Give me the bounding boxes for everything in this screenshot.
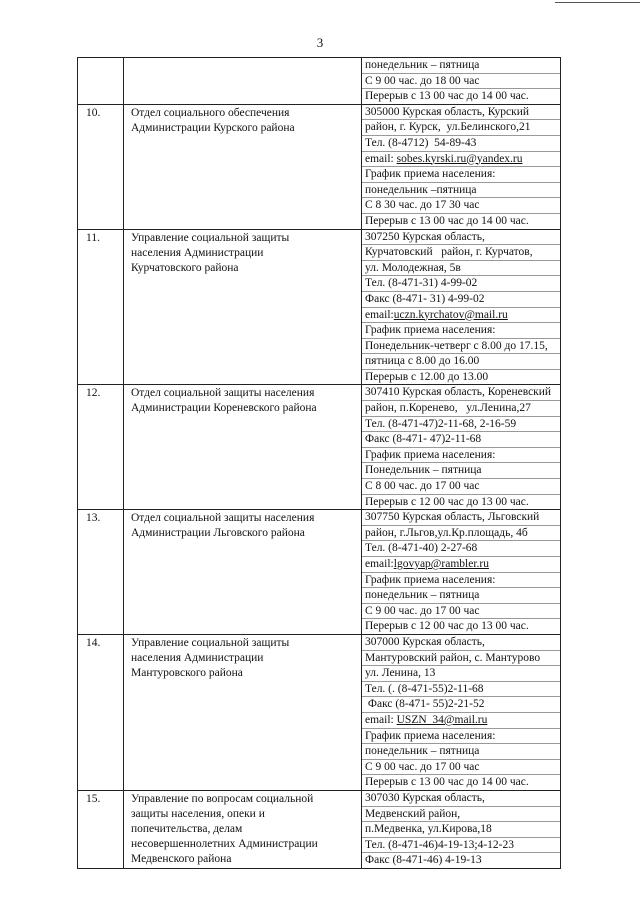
contact-info-line: Перерыв с 13 00 час до 14 00 час. — [365, 776, 529, 789]
contact-info-line: Понедельник-четверг с 8.00 до 17.15, — [362, 339, 560, 355]
contact-info-line: График приема населения: — [362, 323, 560, 339]
organization-name-line: населения Администрации — [131, 246, 264, 259]
contact-info-line: район, г.Льгов,ул.Кр.площадь, 4б — [362, 526, 560, 542]
contact-info-line: С 8 00 час. до 17 00 час — [362, 479, 560, 495]
email-label: email: — [365, 713, 397, 726]
organization-cell — [124, 385, 362, 510]
contact-info-line: Тел. (. (8-471-55)2-11-68 — [362, 682, 560, 698]
organization-name — [124, 510, 361, 541]
row-number: 13. — [86, 512, 101, 525]
organization-name-line: Управление по вопросам социальной — [131, 792, 314, 805]
email-link[interactable]: sobes.kyrski.ru@yandex.ru — [396, 152, 523, 165]
row-number: 14. — [86, 636, 101, 649]
table-row — [78, 229, 561, 385]
contact-info-line: ул. Ленина, 13 — [362, 666, 560, 682]
row-number-cell — [78, 510, 124, 635]
row-number: 12. — [86, 387, 101, 400]
organization-name — [124, 635, 361, 681]
contact-email-line — [362, 152, 560, 168]
contact-info-line: График приема населения: — [362, 729, 560, 745]
contact-info-line: 307000 Курская область, — [362, 635, 560, 651]
organization-cell — [124, 510, 362, 635]
contact-info-line: С 9 00 час. до 17 00 час — [362, 604, 560, 620]
contact-info-line: Тел. (8-471-46)4-19-13;4-12-23 — [362, 838, 560, 854]
row-number-cell — [78, 229, 124, 385]
contact-info-line: Перерыв с 13 00 час до 14 00 час. — [365, 90, 529, 103]
organization-name-line: Мантуровского района — [131, 666, 243, 679]
contact-info-cell — [362, 790, 561, 868]
contact-info-line: район, п.Коренево, ул.Ленина,27 — [362, 401, 560, 417]
organization-name — [124, 385, 361, 416]
organization-name-line: попечительства, делам — [131, 822, 243, 835]
contact-info-line: Мантуровский район, с. Мантурово — [362, 651, 560, 667]
email-link[interactable]: uczn.kyrchatov@mail.ru — [393, 308, 508, 321]
contact-info-line: понедельник – пятница — [362, 744, 560, 760]
email-link[interactable]: lgovyap@rambler.ru — [393, 558, 489, 570]
email-label: email: — [365, 308, 394, 321]
row-number-cell — [78, 385, 124, 510]
row-number-cell — [78, 104, 124, 229]
contact-info-line: 307750 Курская область, Льговский — [362, 510, 560, 526]
contact-email-line — [362, 557, 560, 573]
contact-info-line: Понедельник – пятница — [362, 463, 560, 479]
contact-info-line: понедельник – пятница — [362, 58, 560, 74]
contact-info-line: С 8 30 час. до 17 30 час — [362, 198, 560, 214]
table-row — [78, 790, 561, 868]
email-label: email: — [365, 152, 397, 165]
contact-info-line: С 9 00 час. до 18 00 час — [362, 74, 560, 90]
row-number: 15. — [86, 792, 101, 805]
contact-info-line: График приема населения: — [362, 573, 560, 589]
organization-name-line: Отдел социальной защиты населения — [131, 512, 315, 525]
top-rule — [555, 2, 640, 3]
contacts-table — [77, 57, 561, 869]
contact-info-line: Перерыв с 12 00 час до 13 00 час. — [365, 495, 529, 508]
contact-info-line: 307030 Курская область, — [362, 791, 560, 807]
contact-info-line: График приема населения: — [362, 448, 560, 464]
contact-info-line: 307250 Курская область, — [362, 230, 560, 246]
organization-cell — [124, 634, 362, 790]
organization-name-line: Отдел социального обеспечения — [131, 106, 290, 119]
table-row — [78, 634, 561, 790]
email-label: email: — [365, 558, 394, 570]
organization-name — [124, 58, 361, 59]
contact-info-cell — [362, 104, 561, 229]
contact-info-line: п.Медвенка, ул.Кирова,18 — [362, 822, 560, 838]
row-number-cell — [78, 634, 124, 790]
table-row — [78, 385, 561, 510]
contact-info-line: Курчатовский район, г. Курчатов, — [362, 245, 560, 261]
contact-info-line: понедельник – пятница — [362, 588, 560, 604]
contact-info-line: Перерыв с 13 00 час до 14 00 час. — [365, 214, 529, 227]
contact-email-line — [362, 713, 560, 729]
table-row — [78, 58, 561, 105]
contact-info-cell — [362, 634, 561, 790]
contact-info-line: Тел. (8-471-31) 4-99-02 — [362, 276, 560, 292]
contact-info-cell — [362, 58, 561, 105]
organization-name-line: Управление социальной защиты — [131, 636, 290, 649]
contact-info-line: ул. Молодежная, 5в — [362, 261, 560, 277]
row-number-cell — [78, 58, 124, 105]
organization-name — [124, 791, 361, 867]
organization-cell — [124, 229, 362, 385]
contact-info-line: понедельник –пятница — [362, 183, 560, 199]
contact-info-line: Тел. (8-4712) 54-89-43 — [362, 136, 560, 152]
contact-info-line: Тел. (8-471-40) 2-27-68 — [362, 541, 560, 557]
contact-info-line: Перерыв с 12.00 до 13.00 — [365, 370, 489, 383]
contact-info-line: 305000 Курская область, Курский — [362, 105, 560, 121]
page-number: 3 — [316, 35, 324, 50]
contact-info-cell — [362, 229, 561, 385]
organization-name-line: защиты населения, опеки и — [131, 807, 265, 820]
organization-name-line: Администрации Курского района — [131, 121, 295, 134]
row-number: 11. — [86, 231, 100, 244]
row-number — [78, 58, 123, 59]
organization-name — [124, 105, 361, 136]
contact-info-line: район, г. Курск, ул.Белинского,21 — [362, 120, 560, 136]
contact-info-line: Факс (8-471- 31) 4-99-02 — [362, 292, 560, 308]
email-link[interactable]: USZN_34@mail.ru — [396, 713, 488, 726]
organization-cell — [124, 104, 362, 229]
organization-name-line: Администрации Кореневского района — [131, 402, 317, 415]
table-row — [78, 104, 561, 229]
contact-info-line: Тел. (8-471-47)2-11-68, 2-16-59 — [362, 417, 560, 433]
contact-info-line: График приема населения: — [362, 167, 560, 183]
table-body — [78, 58, 561, 869]
contact-info-cell — [362, 510, 561, 635]
contact-info-line: Факс (8-471- 55)2-21-52 — [362, 697, 560, 713]
organization-name-line: населения Администрации — [131, 651, 264, 664]
contact-info-line: Факс (8-471-46) 4-19-13 — [365, 854, 482, 867]
organization-name — [124, 230, 361, 276]
contact-info-line: пятница с 8.00 до 16.00 — [362, 354, 560, 370]
contact-info-line: Факс (8-471- 47)2-11-68 — [362, 432, 560, 448]
contact-info-line: С 9 00 час. до 17 00 час — [362, 760, 560, 776]
contact-info-line: Перерыв с 12 00 час до 13 00 час. — [365, 620, 529, 633]
organization-cell — [124, 790, 362, 868]
organization-cell — [124, 58, 362, 105]
organization-name-line: Медвенского района — [131, 852, 232, 865]
contact-info-cell — [362, 385, 561, 510]
contact-info-line: 307410 Курская область, Кореневский — [362, 385, 560, 401]
row-number: 10. — [86, 106, 101, 119]
organization-name-line: Курчатовского района — [131, 261, 239, 274]
contact-info-line: Медвенский район, — [362, 807, 560, 823]
organization-name-line: Управление социальной защиты — [131, 231, 290, 244]
organization-name-line: Администрации Льговского района — [131, 527, 305, 540]
table-row — [78, 510, 561, 635]
contact-email-line — [362, 308, 560, 324]
organization-name-line: Отдел социальной защиты населения — [131, 387, 315, 400]
organization-name-line: несовершеннолетних Администрации — [131, 837, 318, 850]
row-number-cell — [78, 790, 124, 868]
